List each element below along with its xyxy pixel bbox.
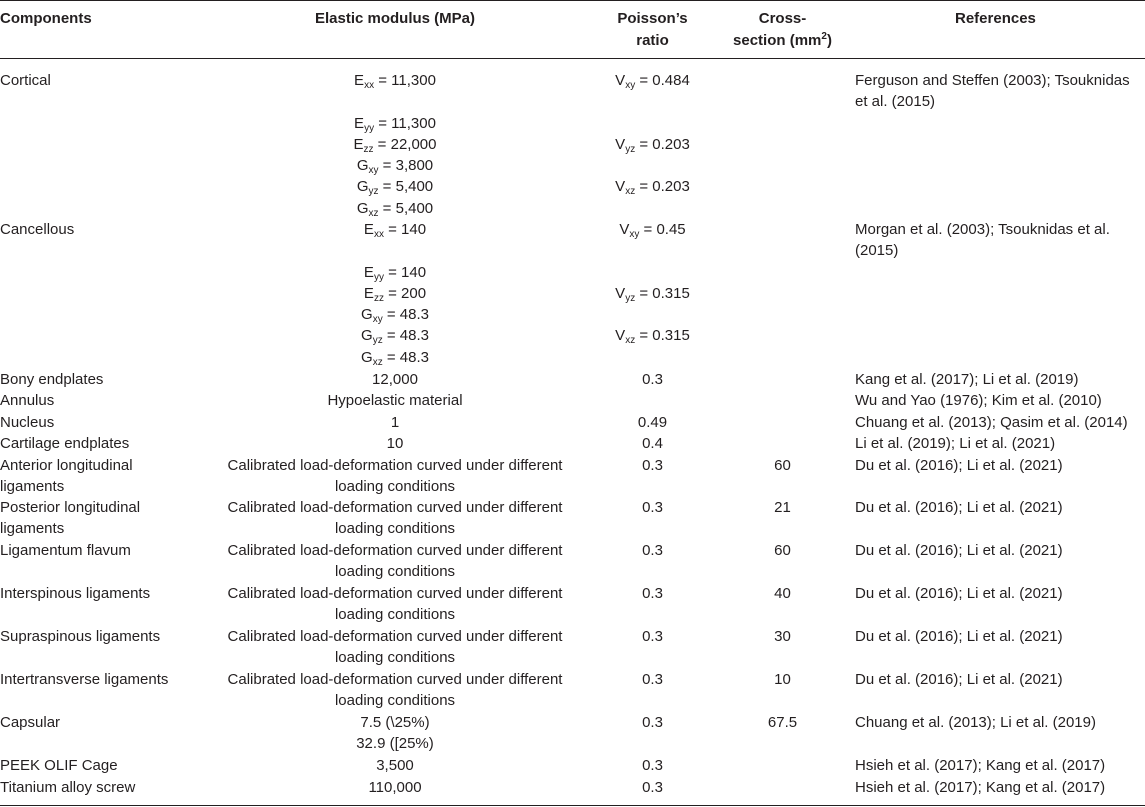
- symbol: E: [363, 263, 374, 281]
- cell-line: Hypoelastic material: [327, 392, 463, 409]
- subscript: xz: [368, 207, 379, 219]
- cell-line: [585, 240, 720, 261]
- symbol: E: [353, 135, 364, 153]
- cell-line: [585, 262, 720, 283]
- symbol: G: [356, 178, 369, 196]
- cell-line: 0.3: [642, 779, 663, 796]
- cell-elastic-modulus: [205, 412, 585, 433]
- cell-line: Titanium alloy screw: [0, 779, 136, 796]
- cell-line: loading conditions: [334, 649, 456, 667]
- value: = 0.315: [635, 284, 690, 302]
- cell-line: Annulus: [0, 392, 55, 409]
- value: = 48.3: [382, 306, 429, 324]
- cell-references: [855, 626, 1145, 647]
- cell-line: [585, 155, 720, 176]
- cell-line: 0.3: [642, 457, 663, 474]
- subscript: xz: [625, 335, 636, 347]
- cell-line: Interspinous ligaments: [0, 585, 151, 602]
- cell-line: [585, 70, 720, 91]
- subscript: xy: [372, 314, 383, 326]
- cell-elastic-modulus: [205, 455, 585, 498]
- cell-line: Calibrated load-deformation curved under different: [227, 628, 563, 645]
- cell-line: 0.3: [642, 542, 663, 559]
- cell-references: [855, 777, 1145, 798]
- cell-line: [585, 283, 720, 304]
- symbol: V: [615, 72, 626, 89]
- cell-component: [0, 497, 205, 540]
- value: = 48.3: [382, 348, 429, 366]
- cell-component: [0, 369, 205, 390]
- cell-line: 0.3: [642, 371, 663, 388]
- subscript: xy: [368, 165, 379, 177]
- cell-elastic-modulus: [205, 497, 585, 540]
- cell-references: [855, 455, 1145, 476]
- cell-line: ligaments: [0, 478, 65, 496]
- cell-component: [0, 669, 205, 690]
- cell-line: PEEK OLIF Cage: [0, 757, 118, 774]
- cell-references: [855, 70, 1145, 113]
- cell-line: 0.3: [642, 757, 663, 774]
- cell-references: [855, 583, 1145, 604]
- cell-line: Calibrated load-deformation curved under different: [227, 585, 563, 602]
- cell-elastic-modulus: [205, 540, 585, 583]
- value: = 48.3: [382, 327, 429, 345]
- value: = 0.484: [635, 72, 690, 89]
- cell-line: [205, 113, 585, 134]
- cell-line: loading conditions: [334, 692, 456, 710]
- cell-cross-section: [720, 669, 845, 690]
- subscript: zz: [373, 292, 384, 304]
- cell-line: Du et al. (2016); Li et al. (2021): [855, 628, 1063, 645]
- subscript: yz: [372, 335, 383, 347]
- cell-line: 0.3: [642, 714, 663, 731]
- cell-elastic-modulus: [205, 777, 585, 798]
- cell-component: [0, 755, 205, 776]
- symbol: V: [619, 221, 630, 238]
- cell-line: 60: [774, 457, 791, 474]
- cell-line: Cancellous: [0, 221, 75, 238]
- cell-line: Anterior longitudinal: [0, 457, 133, 474]
- cell-line: 0.4: [642, 435, 663, 452]
- cell-line: Cortical: [0, 72, 51, 89]
- cell-poisson-ratio: [585, 70, 720, 198]
- cell-elastic-modulus: [205, 433, 585, 454]
- subscript: xx: [373, 229, 384, 240]
- cell-line: Chuang et al. (2013); Qasim et al. (2014): [855, 414, 1128, 431]
- cell-line: 10: [774, 671, 791, 688]
- cell-references: [855, 540, 1145, 561]
- subscript: xz: [625, 186, 636, 198]
- cell-line: Du et al. (2016); Li et al. (2021): [855, 585, 1063, 602]
- cell-line: Calibrated load-deformation curved under different: [227, 542, 563, 559]
- cell-line: Du et al. (2016); Li et al. (2021): [855, 671, 1063, 688]
- cell-cross-section: [720, 712, 845, 733]
- value: = 11,300: [374, 114, 436, 132]
- cell-references: [855, 497, 1145, 518]
- cell-line: Du et al. (2016); Li et al. (2021): [855, 542, 1063, 559]
- cell-poisson-ratio: [585, 777, 720, 798]
- cell-line: 12,000: [372, 371, 418, 388]
- cell-line: [585, 91, 720, 112]
- value: = 0.203: [635, 135, 690, 153]
- cell-component: [0, 583, 205, 604]
- cell-elastic-modulus: [205, 712, 585, 755]
- cell-poisson-ratio: [585, 219, 720, 347]
- header-references: References: [955, 10, 1036, 27]
- cell-line: 30: [774, 628, 791, 645]
- cell-component: [0, 219, 205, 240]
- symbol: E: [354, 72, 365, 89]
- cell-line: 10: [386, 435, 404, 452]
- cell-line: [205, 70, 585, 91]
- symbol: G: [361, 327, 373, 345]
- cell-line: [585, 134, 720, 155]
- cell-poisson-ratio: [585, 369, 720, 390]
- value: = 5,400: [378, 178, 434, 196]
- subscript: xy: [629, 229, 640, 240]
- cell-poisson-ratio: [585, 712, 720, 733]
- cell-line: Calibrated load-deformation curved under different: [227, 499, 563, 516]
- cell-line: [205, 155, 585, 176]
- cell-line: loading conditions: [334, 563, 456, 581]
- cell-references: [855, 369, 1145, 390]
- value: = 0.45: [639, 221, 686, 238]
- cell-line: [585, 113, 720, 134]
- cell-line: Du et al. (2016); Li et al. (2021): [855, 457, 1063, 474]
- cell-line: 0.3: [642, 671, 663, 688]
- cell-references: [855, 755, 1145, 776]
- symbol: V: [615, 284, 626, 302]
- cell-line: ligaments: [0, 520, 65, 538]
- cell-elastic-modulus: [205, 219, 585, 368]
- cell-line: [585, 219, 720, 240]
- header-elastic-modulus: Elastic modulus (MPa): [314, 10, 476, 27]
- cell-line: [205, 134, 585, 155]
- bottom-rule: [0, 805, 1145, 806]
- cell-line: Calibrated load-deformation curved under different: [227, 671, 563, 688]
- cell-line: (2015): [855, 242, 899, 260]
- symbol: G: [361, 306, 373, 324]
- symbol: V: [615, 178, 626, 196]
- cell-line: [205, 176, 585, 197]
- cell-poisson-ratio: [585, 583, 720, 604]
- cell-line: et al. (2015): [855, 93, 936, 111]
- cell-poisson-ratio: [585, 455, 720, 476]
- cell-line: Bony endplates: [0, 371, 104, 388]
- cell-line: loading conditions: [334, 520, 456, 538]
- cell-line: Intertransverse ligaments: [0, 671, 169, 688]
- cell-line: [205, 91, 585, 112]
- cell-line: Chuang et al. (2013); Li et al. (2019): [855, 714, 1096, 731]
- cell-line: [205, 262, 585, 283]
- cell-poisson-ratio: [585, 669, 720, 690]
- subscript: xz: [372, 356, 383, 368]
- subscript: xy: [625, 80, 636, 91]
- cell-line: 0.3: [642, 585, 663, 602]
- cell-elastic-modulus: [205, 583, 585, 626]
- cell-component: [0, 540, 205, 561]
- subscript: yz: [625, 292, 636, 304]
- cell-component: [0, 433, 205, 454]
- cell-line: Supraspinous ligaments: [0, 628, 161, 645]
- table-header-row: [0, 0, 1145, 58]
- cell-line: Kang et al. (2017); Li et al. (2019): [855, 371, 1079, 388]
- cell-line: loading conditions: [334, 606, 456, 624]
- cell-component: [0, 777, 205, 798]
- symbol: G: [356, 199, 369, 217]
- cell-line: 40: [774, 585, 791, 602]
- cell-poisson-ratio: [585, 497, 720, 518]
- cell-line: Wu and Yao (1976); Kim et al. (2010): [855, 392, 1102, 409]
- cell-poisson-ratio: [585, 626, 720, 647]
- cell-line: Ligamentum flavum: [0, 542, 131, 559]
- cell-cross-section: [720, 540, 845, 561]
- cell-line: [585, 176, 720, 197]
- header-rule: [0, 58, 1145, 59]
- cell-poisson-ratio: [585, 540, 720, 561]
- cell-line: [585, 325, 720, 346]
- cell-elastic-modulus: [205, 369, 585, 390]
- cell-poisson-ratio: [585, 755, 720, 776]
- cell-poisson-ratio: [585, 412, 720, 433]
- cell-references: [855, 669, 1145, 690]
- cell-references: [855, 433, 1145, 454]
- cell-component: [0, 412, 205, 433]
- cell-component: [0, 390, 205, 411]
- cell-line: [205, 198, 585, 219]
- cell-line: loading conditions: [334, 478, 456, 496]
- value: = 140: [383, 221, 427, 238]
- cell-poisson-ratio: [585, 433, 720, 454]
- cell-line: 60: [774, 542, 791, 559]
- cell-line: Du et al. (2016); Li et al. (2021): [855, 499, 1063, 516]
- value: = 5,400: [378, 199, 434, 217]
- cell-references: [855, 390, 1145, 411]
- symbol: V: [615, 327, 626, 345]
- cell-line: Calibrated load-deformation curved under different: [227, 457, 563, 474]
- header-cross-section: Cross- section $(mm^2)$: [733, 10, 832, 49]
- cell-elastic-modulus: [205, 669, 585, 712]
- cell-references: [855, 412, 1145, 433]
- symbol: E: [363, 284, 374, 302]
- cell-cross-section: [720, 583, 845, 604]
- value: = 0.203: [635, 178, 690, 196]
- symbol: E: [363, 221, 374, 238]
- header-components: Components: [0, 10, 92, 27]
- cell-line: 0.3: [642, 499, 663, 516]
- cell-elastic-modulus: [205, 390, 585, 411]
- cell-line: Ferguson and Steffen (2003); Tsouknidas: [855, 72, 1130, 89]
- symbol: G: [356, 157, 369, 175]
- cell-line: Li et al. (2019); Li et al. (2021): [855, 435, 1056, 452]
- value: = 0.315: [635, 327, 690, 345]
- subscript: zz: [363, 143, 374, 155]
- cell-line: [205, 304, 585, 325]
- cell-line: 7.5 (\25%): [360, 714, 430, 731]
- cell-line: Nucleus: [0, 414, 55, 431]
- cell-elastic-modulus: [205, 626, 585, 669]
- cell-line: 0.49: [637, 414, 668, 431]
- subscript: xx: [364, 80, 375, 91]
- value: = 22,000: [373, 135, 437, 153]
- value: = 3,800: [378, 157, 434, 175]
- cell-line: Posterior longitudinal: [0, 499, 141, 516]
- cell-cross-section: [720, 626, 845, 647]
- header-poissons-ratio: Poisson’s ratio: [617, 10, 688, 49]
- cell-component: [0, 712, 205, 733]
- cell-cross-section: [720, 455, 845, 476]
- subscript: yy: [364, 122, 375, 134]
- cell-line: Capsular: [0, 714, 61, 731]
- cell-line: 3,500: [376, 757, 414, 774]
- cell-references: [855, 219, 1145, 262]
- cell-component: [0, 626, 205, 647]
- symbol: E: [354, 114, 365, 132]
- subscript: yy: [373, 271, 384, 283]
- cell-line: [205, 240, 585, 261]
- cell-line: [585, 304, 720, 325]
- cell-component: [0, 455, 205, 498]
- symbol: V: [615, 135, 626, 153]
- value: = 11,300: [374, 72, 436, 89]
- value: = 200: [383, 284, 427, 302]
- cell-line: 0.3: [642, 628, 663, 645]
- cell-elastic-modulus: [205, 755, 585, 776]
- cell-line: [205, 283, 585, 304]
- value: = 140: [383, 263, 427, 281]
- cell-line: 1: [390, 414, 400, 431]
- cell-line: Morgan et al. (2003); Tsouknidas et al.: [855, 221, 1110, 238]
- cell-elastic-modulus: [205, 70, 585, 219]
- cell-line: [205, 325, 585, 346]
- cell-component: [0, 70, 205, 91]
- cell-line: 67.5: [767, 714, 798, 731]
- cell-cross-section: [720, 497, 845, 518]
- cell-line: [205, 219, 585, 240]
- cell-line: 32.9 ([25%): [356, 735, 434, 753]
- cell-references: [855, 712, 1145, 733]
- cell-line: 110,000: [368, 779, 422, 796]
- symbol: G: [361, 348, 373, 366]
- cell-line: Hsieh et al. (2017); Kang et al. (2017): [855, 779, 1106, 796]
- cell-line: 21: [774, 499, 791, 516]
- cell-line: [205, 347, 585, 368]
- cell-line: Hsieh et al. (2017); Kang et al. (2017): [855, 757, 1106, 774]
- cell-line: Cartilage endplates: [0, 435, 130, 452]
- subscript: yz: [368, 186, 379, 198]
- subscript: yz: [625, 143, 636, 155]
